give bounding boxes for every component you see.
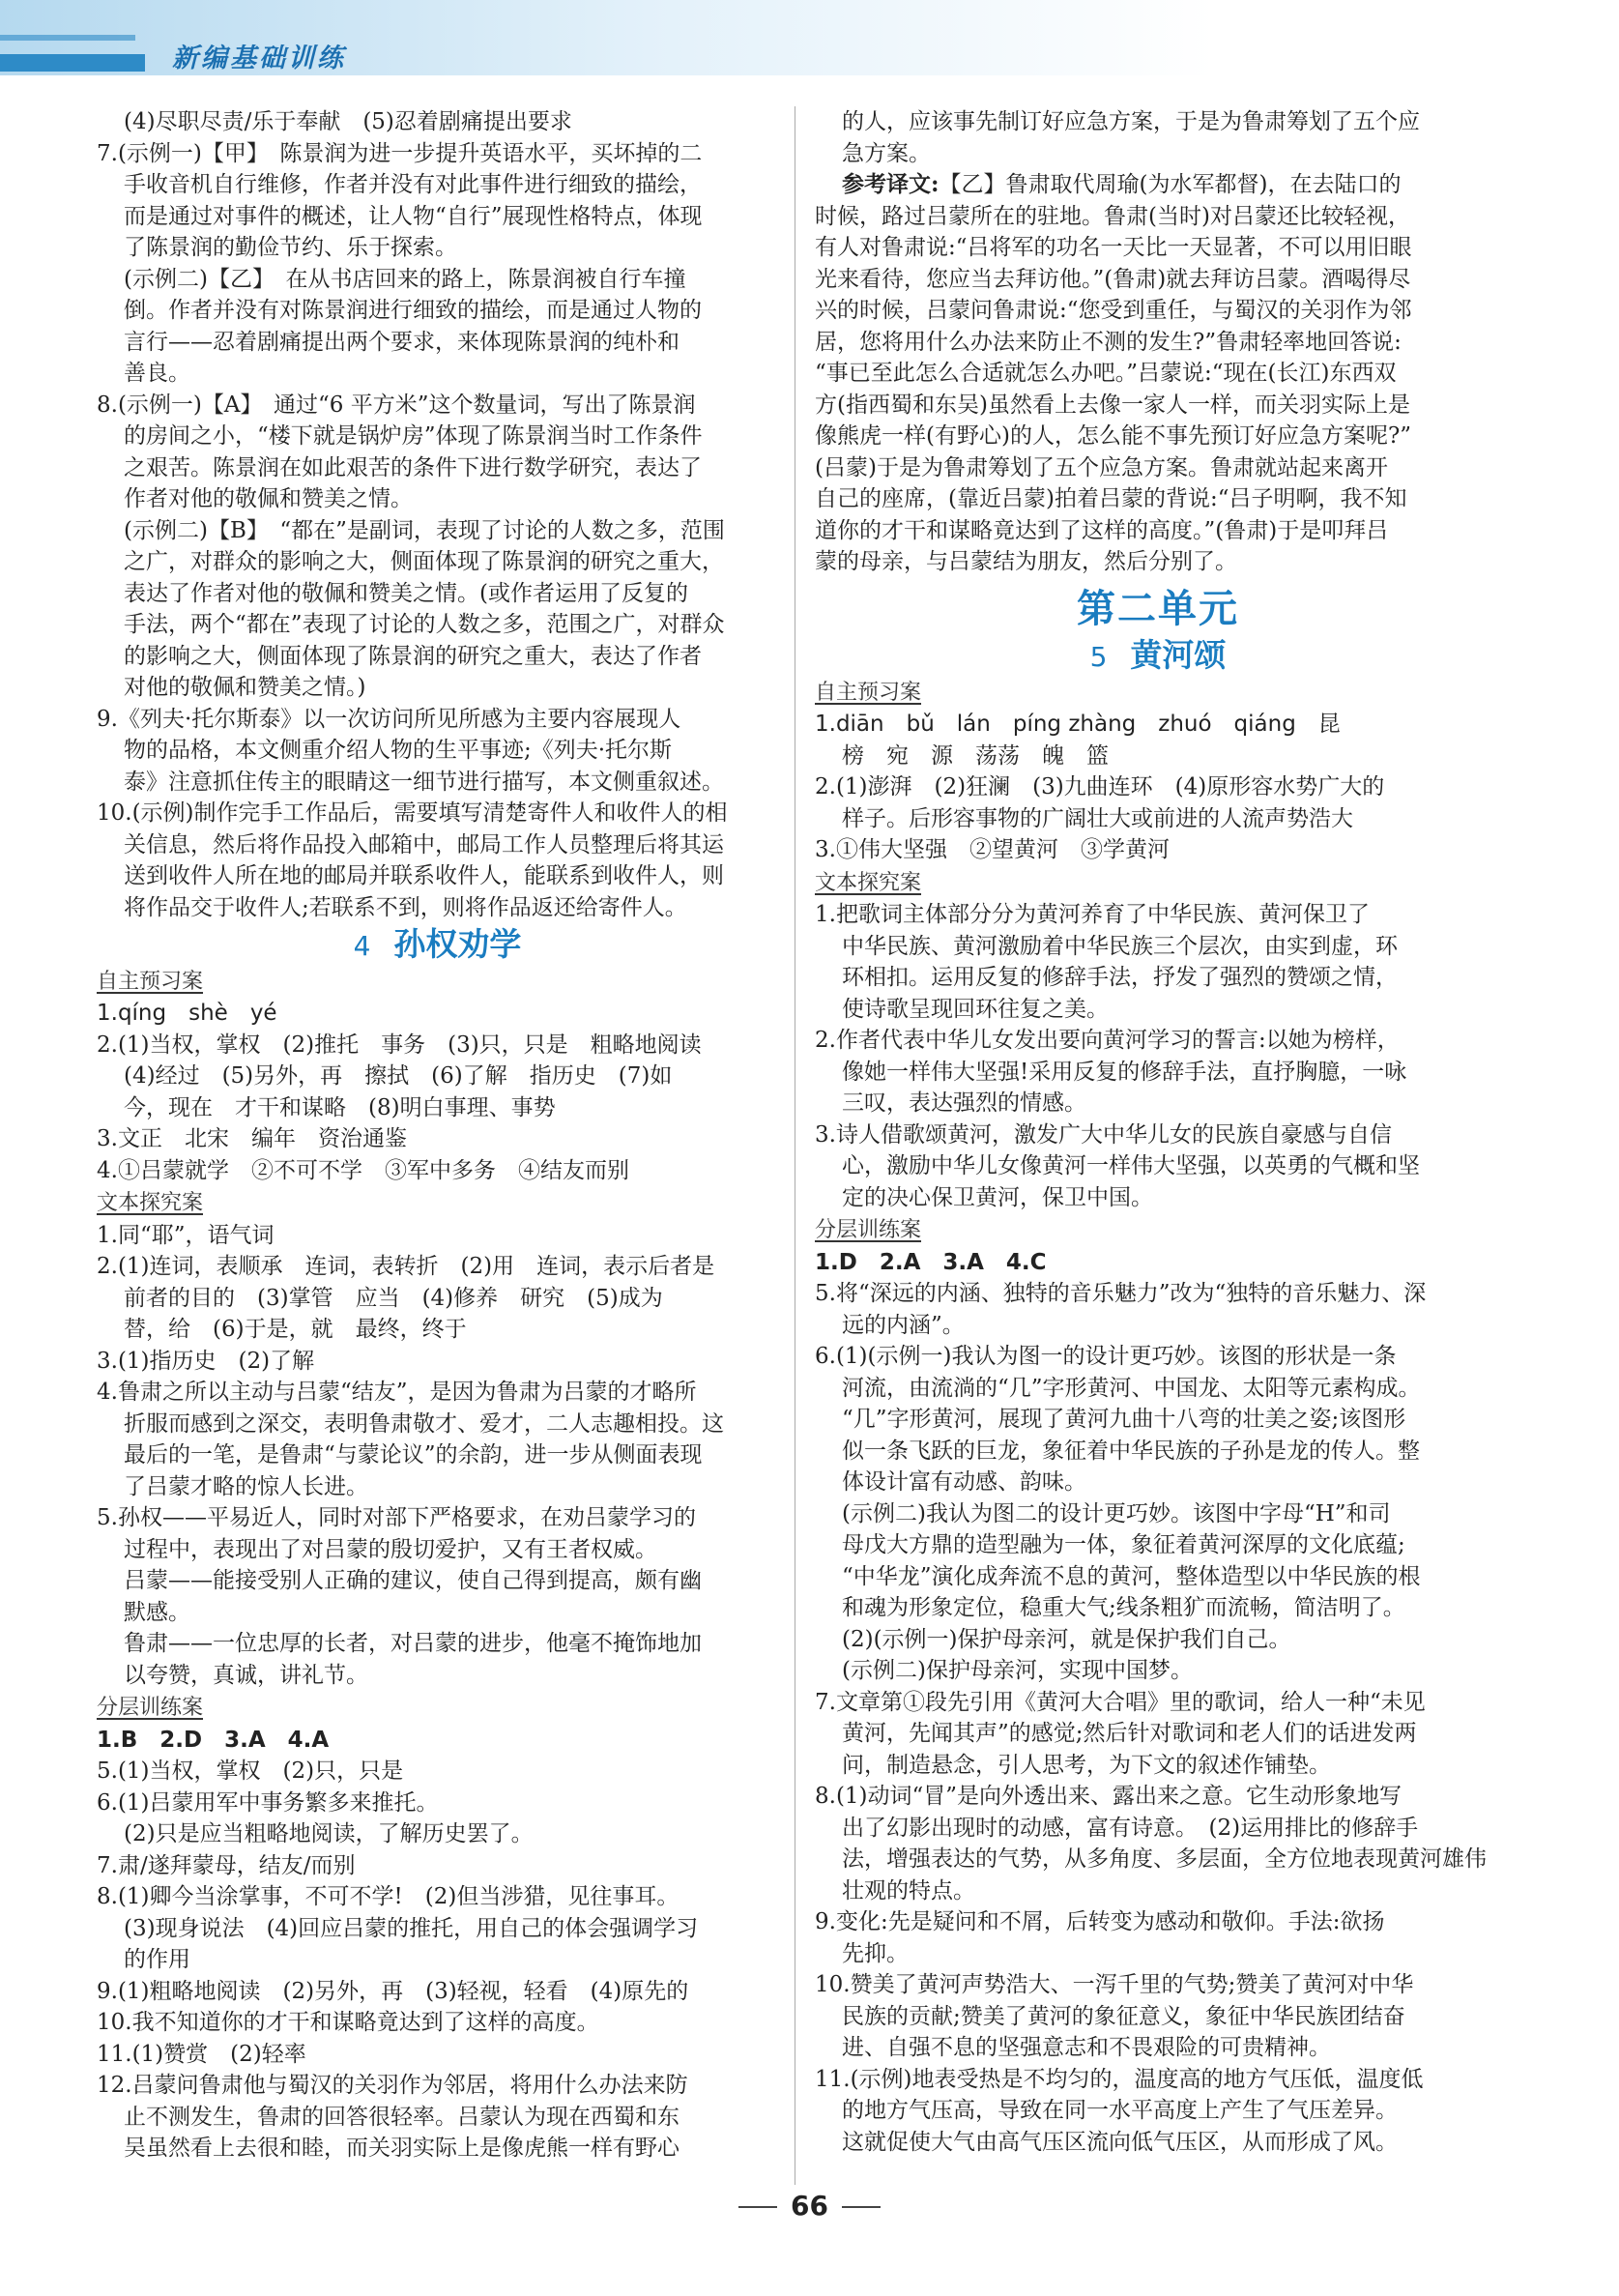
- answer-line: 1.把歌词主体部分分为黄河养育了中华民族、黄河保卫了: [815, 902, 1370, 927]
- answer-line: 的作用: [124, 1947, 190, 1972]
- answer-line: 的影响之大，侧面体现了陈景润的研究之重大，表达了作者: [124, 643, 702, 669]
- lesson5-title: [815, 636, 1501, 674]
- lesson4-number: 4: [353, 930, 371, 962]
- answer-line: 替，给 (6)于是，就 最终，终于: [124, 1317, 467, 1342]
- answer-line: 泰》注意抓住传主的眼睛这一细节进行描写，本文侧重叙述。: [124, 769, 724, 795]
- answer-line: 民族的贡献;赞美了黄河的象征意义，象征中华民族团结奋: [842, 2003, 1405, 2029]
- translation-first-line: [815, 169, 1501, 201]
- answer-line: 和魂为形象定位，稳重大气;线条粗犷而流畅，简洁明了。: [842, 1595, 1405, 1620]
- lesson4-explore-heading: 文本探究案: [97, 1191, 204, 1215]
- answer-line: 手收音机自行维修，作者并没有对此事件进行细致的描绘，: [124, 172, 702, 197]
- answer-line: 表达了作者对他的敬佩和赞美之情。(或作者运用了反复的: [124, 580, 688, 606]
- answer-line: 了陈景润的勤俭节约、乐于探索。: [124, 235, 457, 260]
- answer-line: 6.(1)吕蒙用军中事务繁多来推托。: [97, 1789, 439, 1816]
- answer-line: 默感。: [124, 1599, 190, 1625]
- answer-line: 前者的目的 (3)掌管 应当 (4)修养 研究 (5)成为: [124, 1285, 663, 1311]
- answer-line: 以夸赞，真诚，讲礼节。: [124, 1662, 368, 1688]
- lesson5-explore-answers: [815, 899, 1501, 1213]
- answer-line: 环相扣。运用反复的修辞手法，抒发了强烈的赞颂之情，: [842, 965, 1398, 990]
- answer-line: 9.《列夫·托尔斯泰》以一次访问所见所感为主要内容展现人: [97, 706, 681, 732]
- answer-line: 将作品交于收件人;若联系不到，则将作品返还给寄件人。: [124, 894, 687, 920]
- answer-line: 2.作者代表中华儿女发出要向黄河学习的誓言:以她为榜样，: [815, 1028, 1400, 1053]
- answer-line: 1.同“耶”，语气词: [97, 1222, 275, 1248]
- lesson4-preview-heading: 自主预习案: [97, 969, 204, 994]
- answer-line: 法，增强表达的气势，从多角度、多层面，全方位地表现黄河雄伟: [842, 1846, 1487, 1872]
- lesson4-explore-answers: [97, 1220, 778, 1692]
- book-title: 新编基础训练: [172, 44, 346, 73]
- lesson5-preview-answers: [815, 709, 1501, 866]
- answer-line: 三叹，表达强烈的情感。: [842, 1090, 1086, 1116]
- answer-line: 榜 宛 源 荡荡 魄 篮: [842, 742, 1109, 769]
- answer-line: 4.①吕蒙就学 ②不可不学 ③军中多务 ④结友而别: [97, 1157, 629, 1183]
- answer-line: 7.文章第①段先引用《黄河大合唱》里的歌词，给人一种“未见: [815, 1689, 1426, 1715]
- footer-dash-left: [738, 2206, 777, 2208]
- answer-line: 最后的一笔，是鲁肃“与蒙论议”的余韵，进一步从侧面表现: [124, 1442, 703, 1468]
- answer-line: 远的内涵”。: [842, 1312, 965, 1338]
- answer-line: “几”字形黄河，展现了黄河九曲十八弯的壮美之姿;该图形: [842, 1407, 1406, 1432]
- answer-line: 黄河，先闻其声”的感觉;然后针对歌词和老人们的话进发两: [842, 1721, 1417, 1746]
- answer-line: 2.(1)澎湃 (2)狂澜 (3)九曲连环 (4)原形容水势广大的: [815, 774, 1385, 799]
- page-footer: [0, 2190, 1619, 2222]
- answer-line: (示例二)保护母亲河，实现中国梦。: [842, 1658, 1193, 1683]
- answer-line: (示例二)【乙】 在从书店回来的路上，陈景润被自行车撞: [124, 266, 686, 292]
- answer-line: 5.孙权——平易近人，同时对部下严格要求，在劝吕蒙学习的: [97, 1505, 696, 1530]
- lesson5-training-heading: 分层训练案: [815, 1218, 922, 1242]
- answer-line: (2)只是应当粗略地阅读，了解历史罢了。: [124, 1821, 534, 1846]
- answer-line: 4.鲁肃之所以主动与吕蒙“结友”，是因为鲁肃为吕蒙的才略所: [97, 1380, 697, 1405]
- answer-line: 手法，两个“都在”表现了讨论的人数之多，范围之广，对群众: [124, 612, 725, 637]
- answer-line: 中华民族、黄河激励着中华民族三个层次，由实到虚，环: [842, 933, 1398, 959]
- answer-line: 3.诗人借歌颂黄河，激发广大中华儿女的民族自豪感与自信: [815, 1121, 1392, 1148]
- answer-line: 3.(1)指历史 (2)了解: [97, 1348, 315, 1374]
- answer-line: 9.变化:先是疑问和不屑，后转变为感动和敬仰。手法:欲扬: [815, 1909, 1385, 1934]
- left-column: [97, 106, 778, 2165]
- answer-line: 的房间之小，“楼下就是锅炉房”体现了陈景润当时工作条件: [124, 423, 703, 449]
- answer-line: 体设计富有动感、韵味。: [842, 1469, 1086, 1495]
- footer-dash-right: [842, 2206, 881, 2208]
- answer-line: 出了幻影出现时的动感，富有诗意。 (2)运用排比的修辞手: [842, 1815, 1419, 1841]
- answer-line: 蒙的母亲，与吕蒙结为朋友，然后分别了。: [815, 549, 1237, 574]
- answer-line: 12.吕蒙问鲁肃他与蜀汉的关羽作为邻居，将用什么办法来防: [97, 2073, 688, 2098]
- answer-line: 2.(1)当权，掌权 (2)推托 事务 (3)只，只是 粗略地阅读: [97, 1032, 702, 1058]
- answer-line: 的地方气压高，导致在同一水平高度上产生了气压差异。: [842, 2098, 1398, 2123]
- answer-line: 11.(示例)地表受热是不均匀的，温度高的地方气压低，温度低: [815, 2066, 1424, 2092]
- answer-line: 10.赞美了黄河声势浩大、一泻千里的气势;赞美了黄河对中华: [815, 1972, 1414, 1997]
- answer-line: 河流，由流淌的“几”字形黄河、中国龙、太阳等元素构成。: [842, 1375, 1421, 1401]
- lesson4-name: 孙权劝学: [393, 925, 522, 963]
- translation-first-text: 【乙】鲁肃取代周瑜(为水军都督)，在去陆口的: [939, 172, 1402, 197]
- answer-line: 1.D 2.A 3.A 4.C: [815, 1249, 1047, 1275]
- header-stripe-decoration: [0, 35, 135, 41]
- reference-translation: [815, 169, 1501, 578]
- page-header: [0, 0, 1619, 75]
- answer-line: 今，现在 才干和谋略 (8)明白事理、事势: [124, 1094, 556, 1120]
- answer-line: (2)(示例一)保护母亲河，就是保护我们自己。: [842, 1626, 1291, 1652]
- answer-line: 壮观的特点。: [842, 1877, 975, 1904]
- answer-line: 过程中，表现出了对吕蒙的殷切爱护，又有王者权威。: [124, 1536, 657, 1562]
- answer-line: 7.肃/遂拜蒙母，结友/而别: [97, 1852, 356, 1878]
- lesson4-training-heading: 分层训练案: [97, 1696, 204, 1720]
- answer-line: 方(指西蜀和东吴)虽然看上去像一家人一样，而关羽实际上是: [815, 392, 1410, 418]
- answer-line: 11.(1)赞赏 (2)轻率: [97, 2041, 306, 2067]
- answer-line: 像熊虎一样(有野心)的人，怎么能不事先预订好应急方案呢?”: [815, 423, 1412, 449]
- answer-line: 送到收件人所在地的邮局并联系收件人，能联系到收件人，则: [124, 863, 724, 888]
- answer-line: 时候，路过吕蒙所在的驻地。鲁肃(当时)对吕蒙还比较轻视，: [815, 203, 1410, 229]
- answer-line: 10.我不知道你的才干和谋略竟达到了这样的高度。: [97, 2010, 599, 2035]
- answer-line: 作者对他的敬佩和赞美之情。: [124, 486, 413, 511]
- answer-line: 样子。后形容事物的广阔壮大或前进的人流声势浩大: [842, 805, 1353, 831]
- lesson4-preview-answers: [97, 998, 778, 1186]
- answer-line: (4)尽职尽责/乐于奉献 (5)忍着剧痛提出要求: [124, 109, 572, 134]
- answer-line: 9.(1)粗略地阅读 (2)另外，再 (3)轻视，轻看 (4)原先的: [97, 1978, 689, 2004]
- answer-line: 了吕蒙才略的惊人长进。: [124, 1473, 368, 1499]
- answer-line: 使诗歌呈现回环往复之美。: [842, 996, 1109, 1022]
- answer-line: 1.B 2.D 3.A 4.A: [97, 1727, 330, 1753]
- answer-line: “事已至此怎么合适就怎么办吧。”吕蒙说:“现在(长江)东西双: [815, 361, 1397, 386]
- answer-line: (吕蒙)于是为鲁肃筹划了五个应急方案。鲁肃就站起来离开: [815, 454, 1388, 480]
- lesson5-name: 黄河颂: [1130, 636, 1227, 674]
- answer-line: 这就促使大气由高气压区流向低气压区，从而形成了风。: [842, 2129, 1398, 2155]
- right-column: [815, 106, 1501, 2158]
- answer-line: 5.(1)当权，掌权 (2)只，只是: [97, 1758, 404, 1784]
- answer-line: 兴的时候，吕蒙问鲁肃说:“您受到重任，与蜀汉的关羽作为邻: [815, 298, 1412, 323]
- header-bar-decoration: [0, 54, 145, 72]
- lesson4-training-answers: [97, 1725, 778, 2165]
- answer-line: 3.文正 北宋 编年 资治通鉴: [97, 1126, 407, 1151]
- lesson5-number: 5: [1089, 641, 1108, 673]
- answer-line: 1.qíng shè yé: [97, 1001, 277, 1026]
- answer-line: 言行——忍着剧痛提出两个要求，来体现陈景润的纯朴和: [124, 329, 679, 355]
- page-number: 66: [791, 2190, 828, 2222]
- answer-line: 物的品格，本文侧重介绍人物的生平事迹;《列夫·托尔斯: [124, 738, 673, 763]
- answer-line: (示例二)我认为图二的设计更巧妙。该图中字母“H”和司: [842, 1500, 1391, 1526]
- lesson5-preview-heading: 自主预习案: [815, 680, 922, 705]
- answer-line: 关信息，然后将作品投入邮箱中，邮局工作人员整理后将其运: [124, 831, 724, 857]
- answer-line: 像她一样伟大坚强!采用反复的修辞手法，直抒胸臆，一咏: [842, 1059, 1407, 1085]
- answer-line: 之广，对群众的影响之大，侧面体现了陈景润的研究之重大，: [124, 549, 724, 574]
- answer-line: 对他的敬佩和赞美之情。): [124, 675, 366, 700]
- answer-line: (4)经过 (5)另外，再 擦拭 (6)了解 指历史 (7)如: [124, 1063, 673, 1089]
- answer-line: 定的决心保卫黄河，保卫中国。: [842, 1184, 1153, 1210]
- answer-line: 之艰苦。陈景润在如此艰苦的条件下进行数学研究，表达了: [124, 454, 702, 480]
- answer-line: 似一条飞跃的巨龙，象征着中华民族的子孙是龙的传人。整: [842, 1438, 1420, 1464]
- answer-line: 问，制造悬念，引人思考，为下文的叙述作铺垫。: [842, 1752, 1331, 1778]
- answer-line: 鲁肃——一位忠厚的长者，对吕蒙的进步，他毫不掩饰地加: [124, 1631, 702, 1656]
- answer-line: 8.(示例一)【A】 通过“6 平方米”这个数量词，写出了陈景润: [97, 392, 696, 418]
- answer-line: 7.(示例一)【甲】 陈景润为进一步提升英语水平，买坏掉的二: [97, 140, 703, 166]
- answer-line: 母戊大方鼎的造型融为一体，象征着黄河深厚的文化底蕴;: [842, 1532, 1405, 1557]
- lesson4-training-continued: [815, 106, 1501, 169]
- answer-line: 1.diān bǔ lán píng zhàng zhuó qiáng 昆: [815, 712, 1341, 737]
- answer-line: 吕蒙——能接受别人正确的建议，使自己得到提高，颇有幽: [124, 1568, 702, 1593]
- answer-line: 8.(1)卿今当涂掌事，不可不学! (2)但当涉猎，见往事耳。: [97, 1884, 679, 1909]
- answer-line: 道你的才干和谋略竟达到了这样的高度。”(鲁肃)于是叩拜吕: [815, 517, 1389, 543]
- answer-line: 居，您将用什么办法来防止不测的发生?”鲁肃轻率地回答说:: [815, 329, 1402, 355]
- lesson4-title: [97, 925, 778, 963]
- answer-line: 6.(1)(示例一)我认为图一的设计更巧妙。该图的形状是一条: [815, 1344, 1397, 1369]
- answer-line: 进、自强不息的坚强意志和不畏艰险的可贵精神。: [842, 2035, 1331, 2060]
- lesson5-training-answers: [815, 1247, 1501, 2159]
- answer-line: 3.①伟大坚强 ②望黄河 ③学黄河: [815, 837, 1170, 862]
- unit-title: 第二单元: [1077, 586, 1239, 631]
- answer-line: 10.(示例)制作完手工作品后，需要填写清楚寄件人和收件人的相: [97, 800, 728, 826]
- answer-line: 止不测发生，鲁肃的回答很轻率。吕蒙认为现在西蜀和东: [124, 2104, 679, 2130]
- answer-line: 吴虽然看上去很和睦，而关羽实际上是像虎熊一样有野心: [124, 2136, 679, 2161]
- answer-line: 的人，应该事先制订好应急方案，于是为鲁肃筹划了五个应: [842, 109, 1420, 134]
- answer-line: 先抑。: [842, 1940, 909, 1966]
- answer-line: 光来看待，您应当去拜访他。”(鲁肃)就去拜访吕蒙。酒喝得尽: [815, 266, 1411, 292]
- answer-line: 有人对鲁肃说:“吕将军的功名一天比一天显著，不可以用旧眼: [815, 235, 1412, 260]
- lesson5-explore-heading: 文本探究案: [815, 870, 922, 895]
- translation-lines: [815, 201, 1501, 578]
- answer-line: 2.(1)连词，表顺承 连词，表转折 (2)用 连词，表示后者是: [97, 1254, 715, 1279]
- answer-line: 而是通过对事件的概述，让人物“自行”展现性格特点，体现: [124, 203, 703, 229]
- answer-line: 自己的座席，(靠近吕蒙)拍着吕蒙的背说:“吕子明啊，我不知: [815, 486, 1407, 511]
- answer-line: “中华龙”演化成奔流不息的黄河，整体造型以中华民族的根: [842, 1563, 1421, 1589]
- translation-label: 参考译文:: [842, 171, 940, 197]
- lesson3-answers: [97, 106, 778, 923]
- answer-line: 心，激励中华儿女像黄河一样伟大坚强，以英勇的气概和坚: [842, 1153, 1420, 1178]
- answer-line: 倒。作者并没有对陈景润进行细致的描绘，而是通过人物的: [124, 298, 702, 323]
- answer-line: 5.将“深远的内涵、独特的音乐魅力”改为“独特的音乐魅力、深: [815, 1281, 1427, 1306]
- answer-line: 8.(1)动词“冒”是向外透出来、露出来之意。它生动形象地写: [815, 1784, 1402, 1809]
- answer-line: (示例二)【B】 “都在”是副词，表现了讨论的人数之多，范围: [124, 517, 725, 543]
- answer-line: 折服而感到之深交，表明鲁肃敬才、爱才，二人志趣相投。这: [124, 1410, 724, 1437]
- answer-line: 急方案。: [842, 140, 931, 166]
- answer-line: 善良。: [124, 361, 190, 386]
- answer-line: (3)现身说法 (4)回应吕蒙的推托，用自己的体会强调学习: [124, 1915, 699, 1941]
